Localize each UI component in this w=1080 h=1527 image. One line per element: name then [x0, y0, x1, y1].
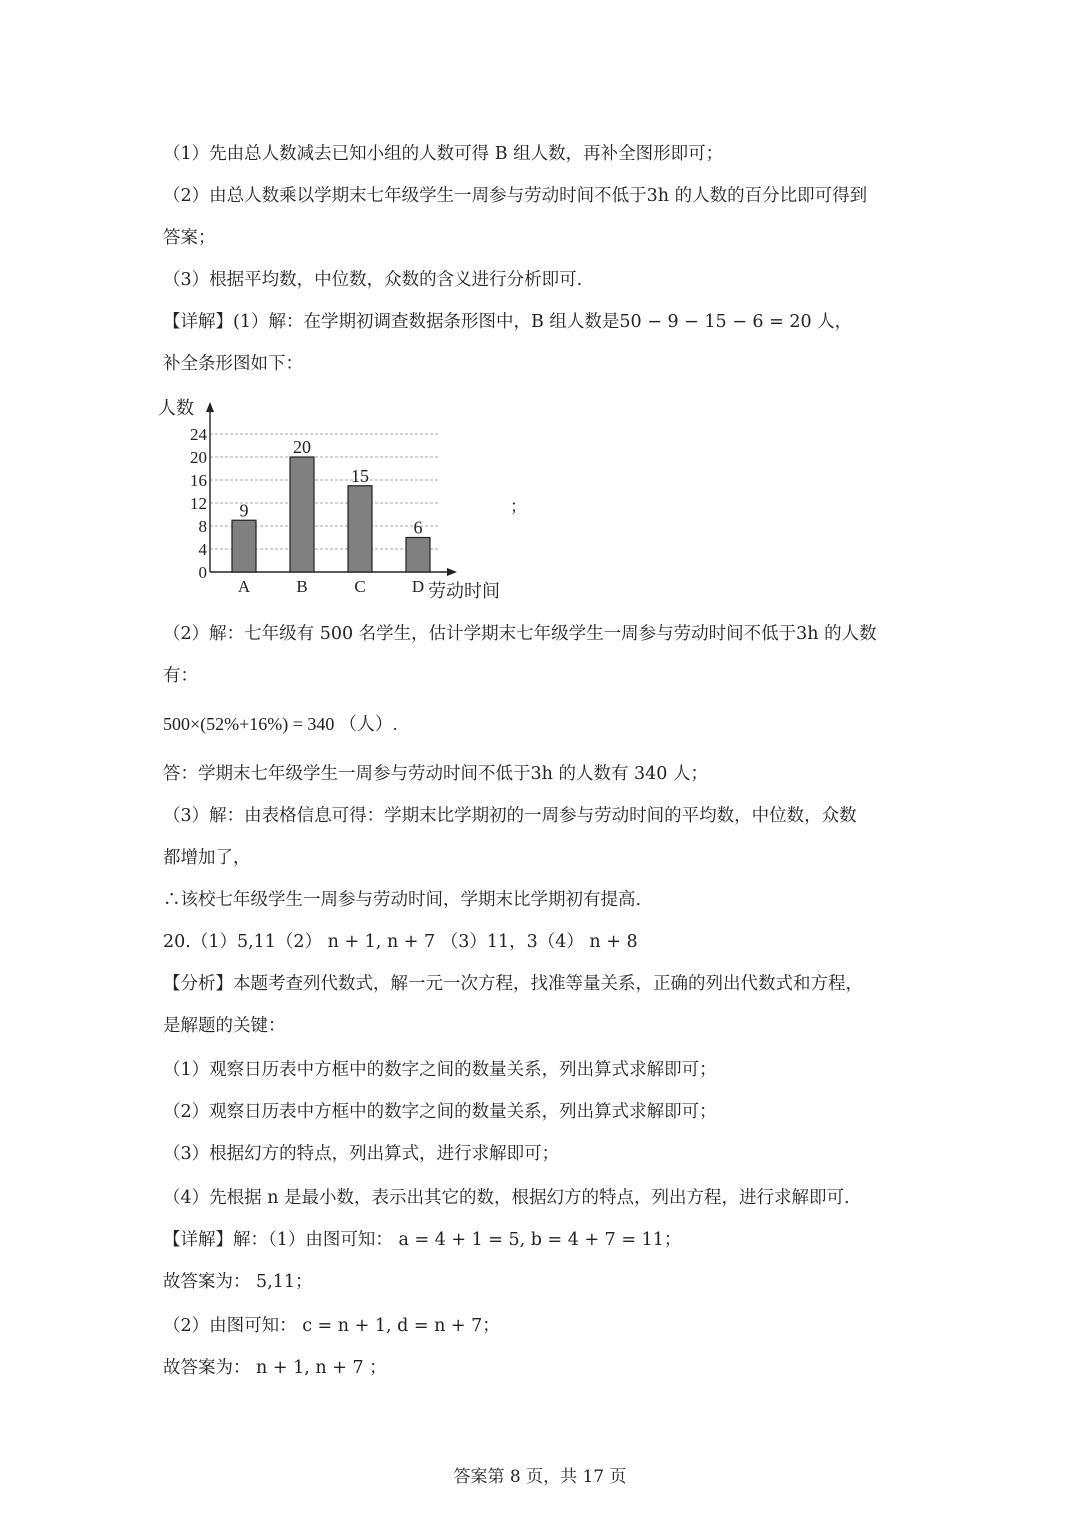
- y-tick-label: 20: [190, 448, 207, 467]
- x-axis-label: 劳动时间: [428, 581, 500, 602]
- y-tick-label: 4: [198, 540, 207, 559]
- bar-chart: [150, 392, 520, 602]
- text-line-4: （3）根据平均数，中位数，众数的含义进行分析即可.: [163, 270, 583, 290]
- bar: [348, 486, 372, 572]
- data-label: 9: [239, 500, 249, 521]
- text-line-20: （4）先根据 n 是最小数，表示出其它的数，根据幻方的特点，列出方程，进行求解即可.: [163, 1188, 850, 1208]
- chart-semicolon: ；: [510, 497, 527, 517]
- x-tick-label: C: [354, 577, 366, 596]
- text-line-23: （2）由图可知： c = n + 1, d = n + 7；: [163, 1316, 500, 1336]
- data-label: 15: [351, 465, 369, 486]
- y-tick-label: 24: [190, 425, 207, 444]
- y-tick-label: 12: [190, 494, 207, 513]
- text-line-2: （2）由总人数乘以学期末七年级学生一周参与劳动时间不低于3h 的人数的百分比即可得到: [163, 186, 868, 206]
- text-line-6: 补全条形图如下：: [163, 354, 303, 374]
- y-tick-label: 16: [190, 471, 207, 490]
- text-line-21: 【详解】解：（1）由图可知： a = 4 + 1 = 5, b = 4 + 7 = 11；: [163, 1230, 682, 1250]
- text-line-15: 【分析】本题考查列代数式，解一元一次方程，找准等量关系，正确的列出代数式和方程，: [163, 974, 863, 994]
- bar: [406, 538, 430, 573]
- text-line-3: 答案；: [163, 228, 216, 248]
- text-line-18: （2）观察日历表中方框中的数字之间的数量关系，列出算式求解即可；: [163, 1102, 717, 1122]
- text-line-14: 20.（1）5,11（2） n + 1, n + 7 （3）11，3（4） n + 8: [163, 932, 638, 952]
- x-tick-label: A: [237, 577, 251, 596]
- text-line-12: 都增加了，: [163, 848, 251, 868]
- text-line-13: ∴该校七年级学生一周参与劳动时间，学期末比学期初有提高.: [163, 890, 642, 910]
- text-line-5: 【详解】(1）解：在学期初调查数据条形图中，B 组人数是50 − 9 − 15 − 6 = 20 人，: [163, 312, 853, 332]
- x-axis-arrow: [447, 568, 457, 576]
- text-line-24: 故答案为： n + 1, n + 7 ；: [163, 1358, 387, 1378]
- bar: [290, 457, 314, 572]
- text-line-11: （3）解：由表格信息可得：学期末比学期初的一周参与劳动时间的平均数，中位数，众数: [163, 806, 857, 826]
- text-line-1: （1）先由总人数减去已知小组的人数可得 B 组人数，再补全图形即可；: [163, 144, 724, 164]
- text-line-9: 500×(52%+16%) = 340 （人）.: [163, 714, 398, 734]
- bar: [232, 520, 256, 572]
- page-footer: 答案第 8 页，共 17 页: [453, 1467, 627, 1487]
- text-line-22: 故答案为： 5,11；: [163, 1272, 313, 1292]
- x-tick-label: B: [296, 577, 308, 596]
- data-label: 6: [413, 517, 423, 538]
- y-tick-label: 8: [198, 517, 207, 536]
- y-axis-arrow: [206, 402, 214, 412]
- y-tick-label: 0: [198, 563, 207, 582]
- text-line-8: 有：: [163, 666, 198, 686]
- text-line-10: 答：学期末七年级学生一周参与劳动时间不低于3h 的人数有 340 人；: [163, 764, 708, 784]
- data-label: 20: [293, 437, 311, 457]
- text-line-19: （3）根据幻方的特点，列出算式，进行求解即可；: [163, 1144, 560, 1164]
- y-axis-label: 人数: [158, 398, 194, 419]
- text-line-17: （1）观察日历表中方框中的数字之间的数量关系，列出算式求解即可；: [163, 1060, 717, 1080]
- text-line-7: （2）解：七年级有 500 名学生，估计学期末七年级学生一周参与劳动时间不低于3h 的人数: [163, 624, 877, 644]
- text-line-16: 是解题的关键：: [163, 1016, 286, 1036]
- x-tick-label: D: [411, 577, 425, 596]
